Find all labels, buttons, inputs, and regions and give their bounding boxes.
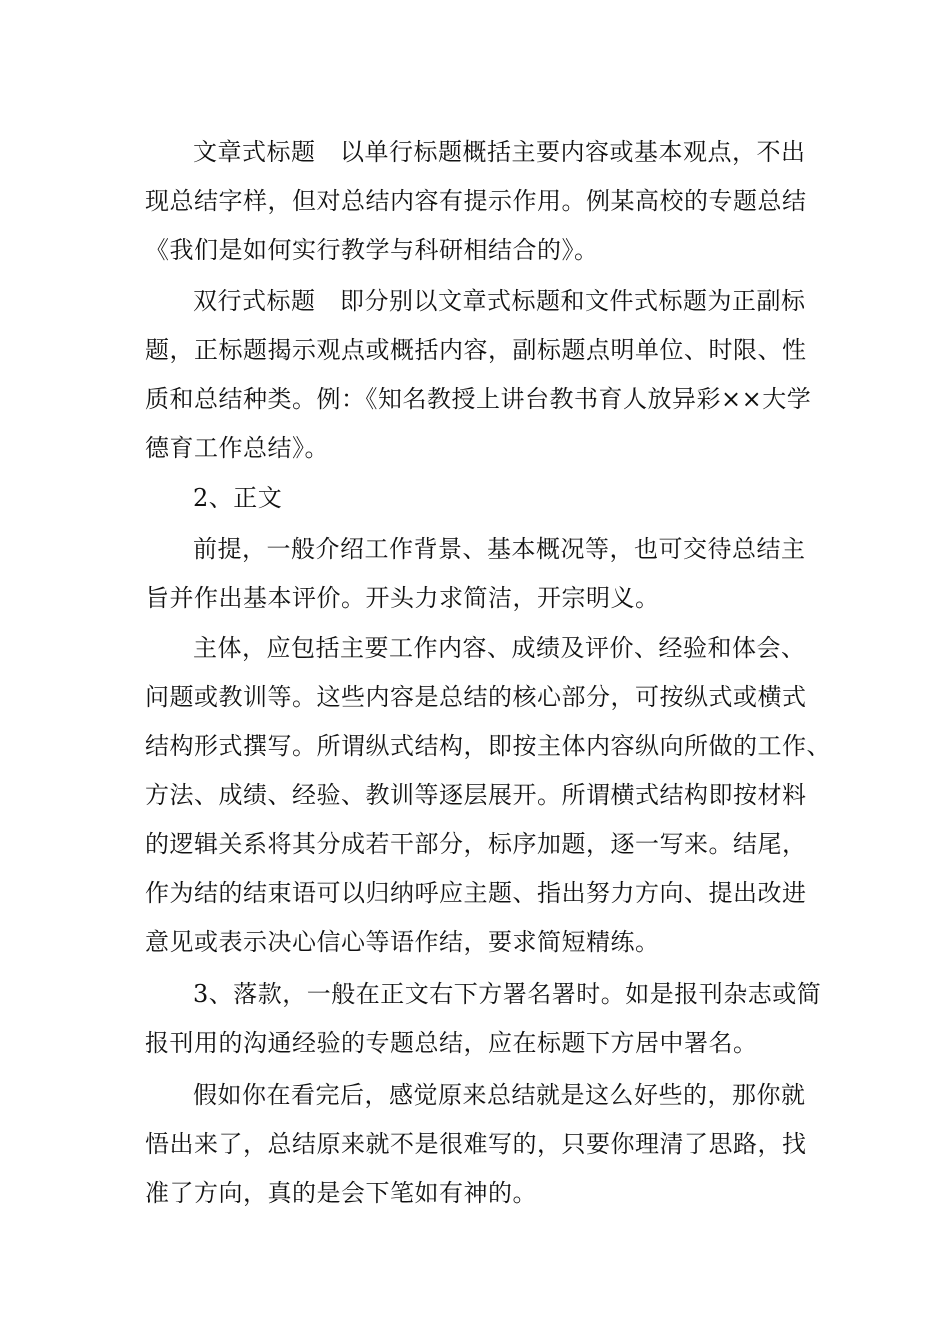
paragraph-line: 准了方向，真的是会下笔如有神的。 — [145, 1179, 537, 1207]
paragraph-line: 作为结的结束语可以归纳呼应主题、指出努力方向、提出改进 — [145, 879, 807, 907]
paragraph-line: 前提，一般介绍工作背景、基本概况等，也可交待总结主 — [193, 535, 806, 563]
paragraph-line: 悟出来了，总结原来就不是很难写的，只要你理清了思路，找 — [145, 1130, 807, 1158]
paragraph-line: 《我们是如何实行教学与科研相结合的》。 — [145, 236, 599, 264]
paragraph-line: 报刊用的沟通经验的专题总结，应在标题下方居中署名。 — [145, 1029, 758, 1057]
paragraph-line: 现总结字样，但对总结内容有提示作用。例某高校的专题总结 — [145, 187, 807, 215]
paragraph-line: 文章式标题 以单行标题概括主要内容或基本观点，不出 — [193, 138, 806, 166]
section-heading: 2、正文 — [193, 484, 283, 512]
paragraph-line: 质和总结种类。例：《知名教授上讲台教书育人放异彩××大学 — [145, 385, 812, 413]
paragraph-line: 旨并作出基本评价。开头力求简洁，开宗明义。 — [145, 584, 660, 612]
paragraph-line: 的逻辑关系将其分成若干部分，标序加题，逐一写来。结尾， — [145, 830, 807, 858]
paragraph-line: 方法、成绩、经验、教训等逐层展开。所谓横式结构即按材料 — [145, 781, 807, 809]
paragraph-line: 意见或表示决心信心等语作结，要求简短精练。 — [145, 928, 660, 956]
paragraph-line: 主体，应包括主要工作内容、成绩及评价、经验和体会、 — [193, 634, 806, 662]
paragraph-line: 假如你在看完后，感觉原来总结就是这么好些的，那你就 — [193, 1081, 806, 1109]
paragraph-line: 题，正标题揭示观点或概括内容，副标题点明单位、时限、性 — [145, 336, 807, 364]
paragraph-line: 问题或教训等。这些内容是总结的核心部分，可按纵式或横式 — [145, 683, 807, 711]
paragraph-line: 德育工作总结》。 — [145, 434, 329, 462]
paragraph-line: 结构形式撰写。所谓纵式结构，即按主体内容纵向所做的工作、 — [145, 732, 831, 760]
paragraph-line: 双行式标题 即分别以文章式标题和文件式标题为正副标 — [193, 287, 806, 315]
paragraph-line: 3、落款，一般在正文右下方署名署时。如是报刊杂志或简 — [193, 980, 822, 1008]
